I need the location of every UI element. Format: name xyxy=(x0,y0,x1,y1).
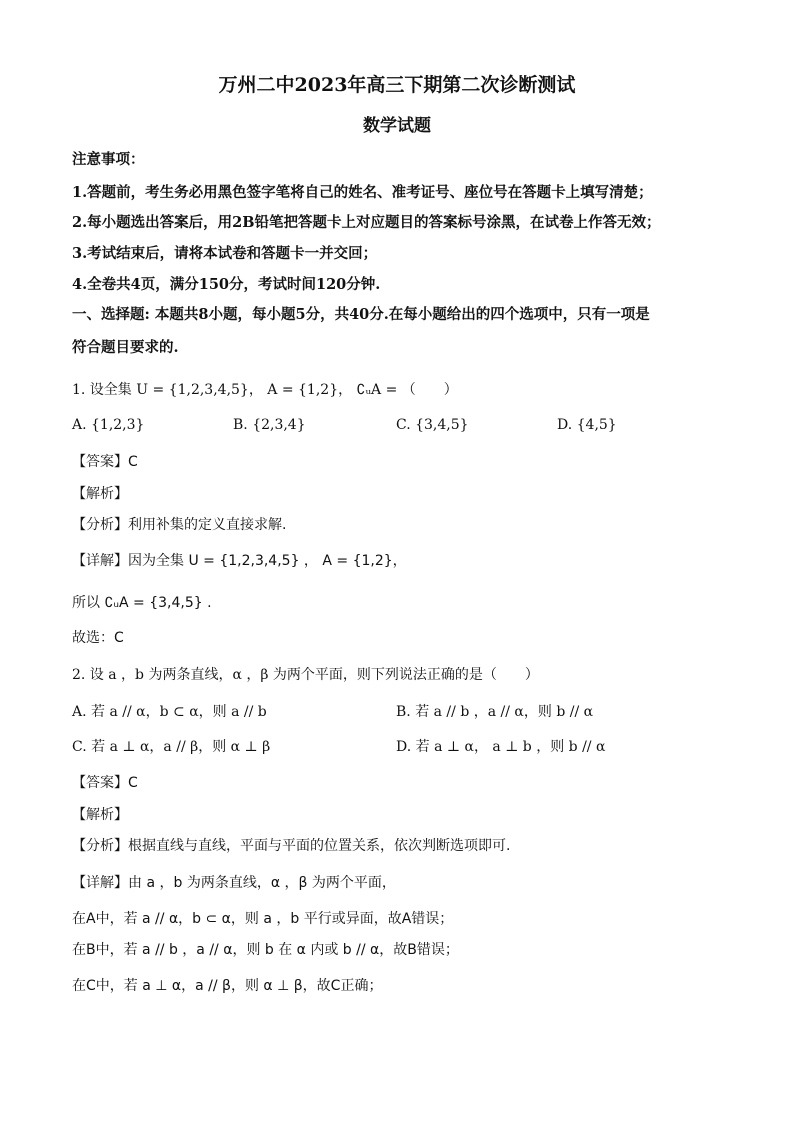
q1-stem: 1. 设全集 U = {1,2,3,4,5}， A = {1,2}， ∁ᵤA = （ ） xyxy=(72,382,458,398)
q2-stem: 2. 设 a ，b 为两条直线，α ，β 为两个平面，则下列说法正确的是（ ） xyxy=(72,667,539,683)
q2-fenxi: 【分析】根据直线与直线，平面与平面的位置关系，依次判断选项即可. xyxy=(72,838,511,854)
q2-analysis-label: 【解析】 xyxy=(72,807,128,823)
q2-option-d: D. 若 a ⊥ α， a ⊥ b ，则 b // α xyxy=(396,739,606,755)
q2-xiangjie: 【详解】由 a ，b 为两条直线，α ，β 为两个平面， xyxy=(72,875,396,891)
q2-answer: 【答案】C xyxy=(72,775,138,791)
q2-option-a: A. 若 a // α，b ⊂ α，则 a // b xyxy=(72,704,267,720)
q1-step: 所以 ∁ᵤA = {3,4,5} . xyxy=(72,595,212,611)
q2-option-c: C. 若 a ⊥ α，a // β，则 α ⊥ β xyxy=(72,739,271,755)
q1-option-c: C. {3,4,5} xyxy=(396,417,469,433)
notice-item-4: 4.全卷共4页，满分150分，考试时间120分钟. xyxy=(72,276,381,293)
page-title: 万州二中2023年高三下期第二次诊断测试 xyxy=(218,74,576,96)
q2-case-a: 在A中，若 a // α，b ⊂ α，则 a ，b 平行或异面，故A错误； xyxy=(72,911,454,927)
q2-option-b: B. 若 a // b ，a // α，则 b // α xyxy=(396,704,594,720)
notice-item-3: 3.考试结束后，请将本试卷和答题卡一并交回； xyxy=(72,245,378,262)
notice-item-2: 2.每小题选出答案后，用2B铅笔把答题卡上对应题目的答案标号涂黑，在试卷上作答无效； xyxy=(72,214,661,231)
page-subtitle: 数学试题 xyxy=(363,116,431,136)
notice-item-1: 1.答题前，考生务必用黑色签字笔将自己的姓名、准考证号、座位号在答题卡上填写清楚； xyxy=(72,184,653,201)
q1-option-b: B. {2,3,4} xyxy=(233,417,306,433)
q2-case-b: 在B中，若 a // b ，a // α，则 b 在 α 内或 b // α，故B错误； xyxy=(72,942,459,958)
q1-fenxi: 【分析】利用补集的定义直接求解. xyxy=(72,517,287,533)
q1-xiangjie: 【详解】因为全集 U = {1,2,3,4,5} ， A = {1,2}， xyxy=(72,553,407,569)
section-heading-line-2: 符合题目要求的. xyxy=(72,339,179,356)
q1-conclusion: 故选：C xyxy=(72,630,124,646)
q1-option-a: A. {1,2,3} xyxy=(72,417,145,433)
q1-analysis-label: 【解析】 xyxy=(72,486,128,502)
q2-case-c: 在C中，若 a ⊥ α，a // β，则 α ⊥ β，故C正确； xyxy=(72,978,383,994)
notice-heading: 注意事项： xyxy=(72,151,145,168)
q1-answer: 【答案】C xyxy=(72,454,138,470)
section-heading-line-1: 一、选择题: 本题共8小题，每小题5分，共40分.在每小题给出的四个选项中，只有一项是 xyxy=(72,306,650,323)
q1-option-d: D. {4,5} xyxy=(557,417,617,433)
